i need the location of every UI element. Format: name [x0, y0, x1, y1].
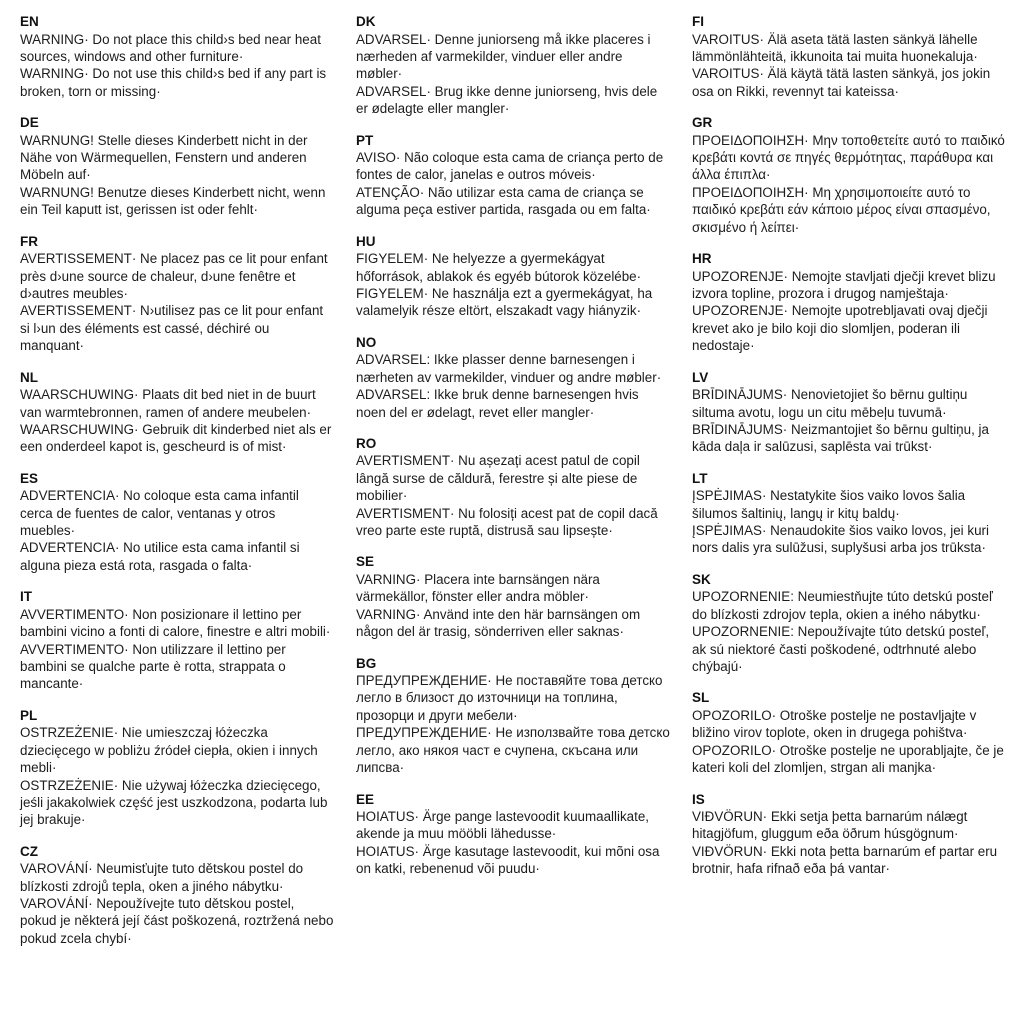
warning-text: VAROVÁNÍ· Nepoužívejte tuto dětskou postel, pokud je některá její část poškozená, roztržená nebo pokud zcela chybí· [20, 896, 334, 946]
warning-text: UPOZORNENIE: Nepoužívajte túto detskú posteľ, ak sú niektoré časti poškodené, odtrhnuté alebo chýbajú· [692, 624, 990, 674]
warning-text: ĮSPĖJIMAS· Nestatykite šios vaiko lovos šalia šilumos šaltinių, langų ir kitų baldų· [692, 488, 966, 521]
warning-text: UPOZORENJE· Nemojte stavljati dječji krevet blizu izvora topline, prozora i drugog namještaja· [692, 268, 996, 301]
lang-code-nl: NL [20, 369, 38, 385]
lang-block-de [20, 114, 334, 219]
warning-text: UPOZORENJE· Nemojte upotrebljavati ovaj dječji krevet ako je bilo koji dio slomljen, poderan ili nedostaje· [692, 303, 988, 354]
lang-code-pt: PT [356, 132, 374, 148]
lang-code-hu: HU [356, 233, 376, 249]
lang-code-pl: PL [20, 707, 38, 723]
warning-text: OPOZORILO· Otroške postelje ne uporabljajte, če je kateri koli del zlomljen, strgan ali manjka· [692, 742, 1004, 776]
lang-block-hu [356, 233, 670, 320]
warning-text: ATENÇÃO· Não utilizar esta cama de criança se alguma peça estiver partida, rasgada ou em falta· [356, 184, 651, 218]
warning-text: FIGYELEM· Ne használja ezt a gyermekágyat, ha valamelyik része eltört, elszakadt vagy hiányzik· [356, 285, 653, 319]
lang-code-en: EN [20, 14, 39, 29]
warning-text: AVERTISSEMENT· N›utilisez pas ce lit pour enfant si l›un des éléments est cassé, déchiré ou manquant· [20, 303, 324, 354]
lang-code-hr: HR [692, 251, 712, 267]
warning-text: ADVARSEL: Ikke plasser denne barnesengen i nærheten av varmekilder, vinduer og andre møbler· [356, 352, 662, 385]
warning-text: ĮSPĖJIMAS· Nenaudokite šios vaiko lovos, jei kuri nors dalis yra sulūžusi, suplyšusi arba jos trūksta· [692, 523, 989, 556]
warning-text: BRĪDINĀJUMS· Nenovietojiet šo bērnu gultiņu siltuma avotu, logu un citu mēbeļu tuvumā· [692, 387, 968, 420]
warning-text: OPOZORILO· Otroške postelje ne postavljajte v bližino virov toplote, oken in drugega pohištva· [692, 707, 977, 741]
lang-code-cz: CZ [20, 843, 38, 859]
warning-text: WAARSCHUWING· Gebruik dit kinderbed niet als er een onderdeel kapot is, gescheurd is of mist· [20, 421, 332, 455]
warning-text: UPOZORNENIE: Neumiestňujte túto detskú posteľ do blízkosti zdrojov tepla, okien a iného nábytku· [692, 589, 993, 622]
warning-text: AVERTISSEMENT· Ne placez pas ce lit pour enfant près d›une source de chaleur, d›une fenêtre et d›autres meubles· [20, 251, 328, 301]
lang-block-hr [692, 250, 1006, 355]
warning-text: ПРЕДУПРЕЖДЕНИЕ· Не използвайте това детско легло, ако някоя част е счупена, скъсана или липсва· [356, 725, 670, 776]
lang-block-fi [692, 13, 1006, 100]
lang-block-cz [20, 843, 334, 948]
warning-text: ΠΡΟΕΙΔΟΠΟΙΗΣΗ· Μη χρησιμοποιείτε αυτό το παιδικό κρεβάτι εάν κάποιο μέρος είναι σπασμένο, σκισμένο ή λείπει· [692, 184, 991, 235]
lang-block-is [692, 791, 1006, 878]
warning-text: OSTRZEŻENIE· Nie umieszczaj łóżeczka dziecięcego w pobliżu źródeł ciepła, okien i innych mebli· [20, 725, 318, 776]
lang-block-lv [692, 369, 1006, 456]
warning-column-3 [692, 13, 1006, 1016]
lang-block-se [356, 553, 670, 640]
lang-block-es [20, 470, 334, 575]
warning-text: HOIATUS· Ärge kasutage lastevoodit, kui mõni osa on katki, rebenenud või puudu· [356, 843, 660, 877]
warning-text: HOIATUS· Ärge pange lastevoodit kuumaallikate, akende ja muu mööbli lähedusse· [356, 809, 649, 842]
lang-code-es: ES [20, 470, 39, 486]
warning-text: AVERTISMENT· Nu așezați acest patul de copil lângă surse de căldură, ferestre și alte piese de mobilier· [356, 453, 640, 504]
lang-code-it: IT [20, 589, 32, 605]
lang-code-ee: EE [356, 791, 375, 807]
lang-block-ro [356, 435, 670, 540]
lang-block-gr [692, 114, 1006, 236]
lang-code-bg: BG [356, 655, 377, 671]
lang-block-nl [20, 369, 334, 456]
lang-block-no [356, 334, 670, 421]
warning-column-1 [20, 13, 334, 1016]
lang-code-is: IS [692, 791, 705, 807]
lang-block-fr [20, 233, 334, 355]
warning-text: AVERTISMENT· Nu folosiți acest pat de copil dacă vreo parte este ruptă, distrusă sau lipsește· [356, 505, 658, 539]
warning-text: ADVARSEL· Brug ikke denne juniorseng, hvis dele er ødelagte eller mangler· [356, 83, 658, 117]
lang-code-sl: SL [692, 690, 710, 706]
warning-text: ADVERTENCIA· No coloque esta cama infantil cerca de fuentes de calor, ventanas y otros muebles· [20, 488, 299, 539]
warning-text: ADVARSEL· Denne juniorseng må ikke placeres i nærheden af varmekilder, vinduer eller andre møbler· [356, 31, 651, 82]
warning-text: WARNING· Do not use this child›s bed if any part is broken, torn or missing· [20, 66, 327, 99]
warning-text: VIÐVÖRUN· Ekki nota þetta barnarúm ef partar eru brotnir, hafa rifnað eða þá vantar· [692, 843, 998, 877]
lang-code-lv: LV [692, 369, 709, 385]
warning-text: BRĪDINĀJUMS· Neizmantojiet šo bērnu gultiņu, ja kāda daļa ir salūzusi, saplēsta vai trūkst· [692, 421, 989, 455]
warning-text: WAARSCHUWING· Plaats dit bed niet in de buurt van warmtebronnen, ramen of andere meubelen· [20, 387, 316, 420]
lang-code-de: DE [20, 115, 39, 131]
warning-text: VAROITUS· Älä aseta tätä lasten sänkyä lähelle lämmönlähteitä, ikkunoita tai muita huonekaluja· [692, 31, 978, 64]
lang-block-en [20, 13, 334, 100]
lang-block-lt [692, 470, 1006, 557]
warning-text: ADVARSEL: Ikke bruk denne barnesengen hvis noen del er ødelagt, revet eller mangler· [356, 387, 639, 420]
lang-block-dk [356, 13, 670, 118]
lang-code-gr: GR [692, 115, 713, 131]
lang-code-lt: LT [692, 470, 708, 486]
warning-text: AVISO· Não coloque esta cama de criança perto de fontes de calor, janelas e outros móveis· [356, 150, 664, 183]
warning-text: OSTRZEŻENIE· Nie używaj łóżeczka dziecięcego, jeśli jakakolwiek część jest uszkodzona, podarta lub jej brakuje· [20, 777, 328, 828]
warning-column-2 [356, 13, 670, 1016]
lang-block-sl [692, 689, 1006, 776]
lang-block-sk [692, 571, 1006, 676]
lang-block-bg [356, 655, 670, 777]
lang-code-dk: DK [356, 14, 376, 29]
warning-text: WARNING· Do not place this child›s bed near heat sources, windows and other furniture· [20, 31, 321, 64]
warning-text: AVVERTIMENTO· Non utilizzare il lettino per bambini se qualche parte è rotta, strappata o mancante· [20, 641, 286, 692]
warning-text: WARNUNG! Stelle dieses Kinderbett nicht in der Nähe von Wärmequellen, Fenstern und anderen Möbeln auf· [20, 132, 308, 183]
lang-block-ee [356, 791, 670, 878]
warning-text: VAROVÁNÍ· Neumisťujte tuto dětskou postel do blízkosti zdrojů tepla, oken a jiného nábytku· [20, 861, 304, 894]
warning-text: VIÐVÖRUN· Ekki setja þetta barnarúm nálægt hitagjöfum, gluggum eða öðrum húsgögnum· [692, 809, 968, 842]
lang-code-se: SE [356, 554, 375, 570]
warning-text: AVVERTIMENTO· Non posizionare il lettino per bambini vicino a fonti di calore, finestre e altri mobili· [20, 606, 331, 640]
warning-text: VARNING· Placera inte barnsängen nära värmekällor, fönster eller andra möbler· [356, 571, 600, 605]
lang-block-it [20, 588, 334, 693]
warning-text: ADVERTENCIA· No utilice esta cama infantil si alguna pieza está rota, rasgada o falta· [20, 540, 300, 573]
warning-text: VAROITUS· Älä käytä tätä lasten sänkyä, jos jokin osa on Rikki, revennyt tai kateissa· [692, 66, 991, 99]
lang-code-fr: FR [20, 233, 38, 249]
warning-text: WARNUNG! Benutze dieses Kinderbett nicht, wenn ein Teil kaputt ist, gerissen ist oder fehlt· [20, 184, 326, 218]
warning-text: ΠΡΟΕΙΔΟΠΟΙΗΣΗ· Μην τοποθετείτε αυτό το παιδικό κρεβάτι κοντά σε πηγές θερμότητας, παράθυρα και άλλα έπιπλα· [692, 132, 1005, 183]
lang-code-sk: SK [692, 571, 711, 587]
lang-code-fi: FI [692, 14, 704, 29]
warning-text: FIGYELEM· Ne helyezze a gyermekágyat hőforrások, ablakok és egyéb bútorok közelébe· [356, 251, 642, 284]
warning-text: VARNING· Använd inte den här barnsängen om någon del är trasig, sönderriven eller saknas· [356, 606, 641, 640]
warning-text: ПРЕДУПРЕЖДЕНИЕ· Не поставяйте това детско легло в близост до източници на топлина, прозорци и други мебели· [356, 673, 663, 723]
lang-block-pt [356, 132, 670, 219]
lang-code-ro: RO [356, 435, 377, 451]
lang-block-pl [20, 707, 334, 829]
lang-code-no: NO [356, 334, 377, 350]
